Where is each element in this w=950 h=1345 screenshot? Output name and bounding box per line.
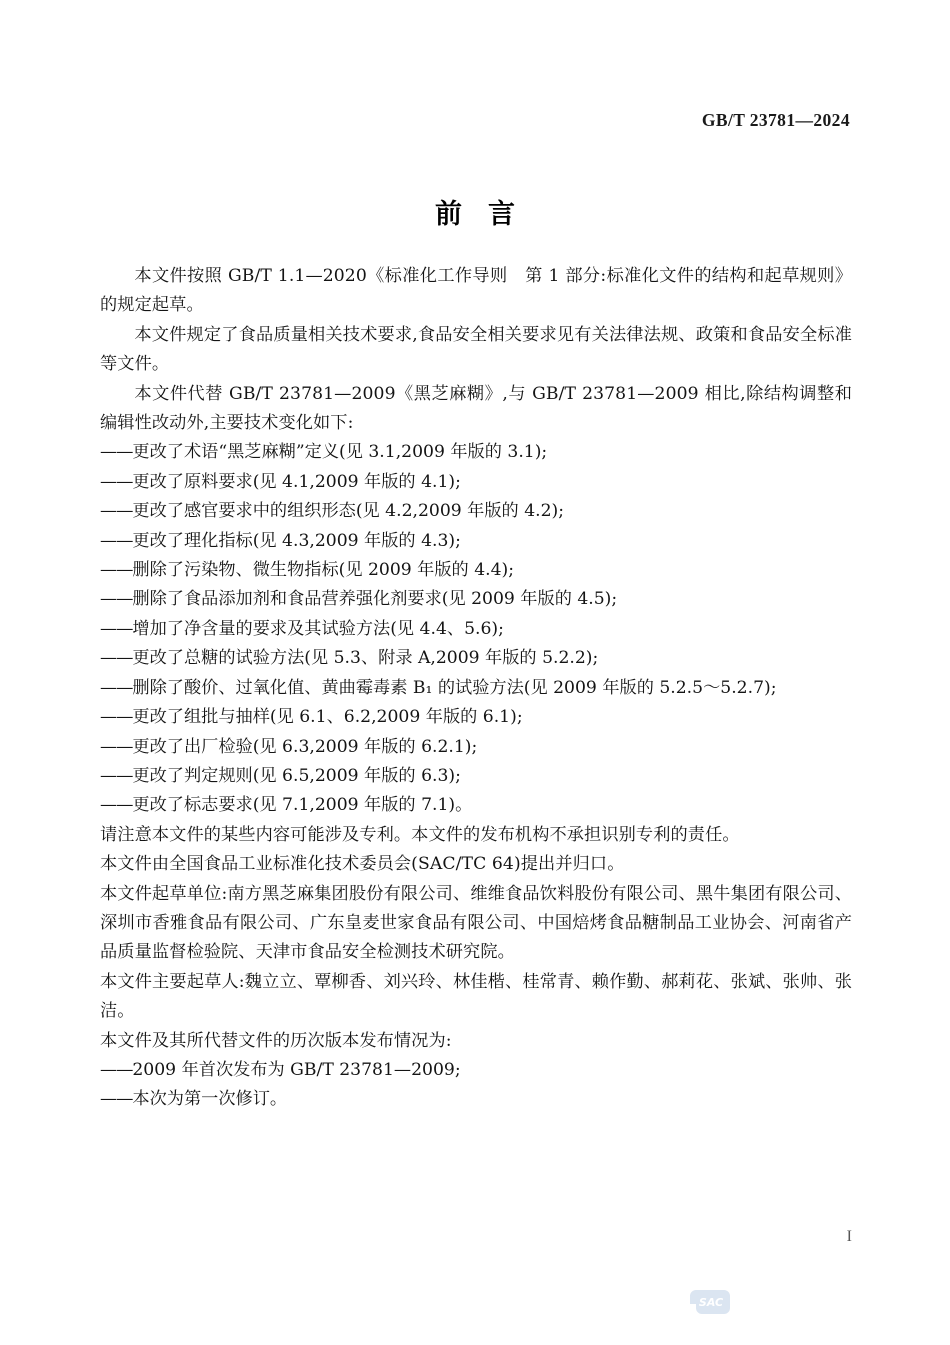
list-marker: ——: [100, 1089, 133, 1110]
standard-number: GB/T 23781—2024: [701, 110, 850, 130]
foreword-paragraph-drafting-rule: 本文件按照 GB/T 1.1—2020《标准化工作导则 第 1 部分:标准化文件的结构和起草规则》的规定起草。: [100, 266, 852, 316]
list-item-text: 更改了术语“黑芝麻糊”定义(见 3.1,2009 年版的 3.1);: [132, 442, 548, 463]
list-item: [100, 644, 852, 673]
technical-changes-list: [100, 438, 852, 820]
list-item-text: 更改了总糖的试验方法(见 5.3、附录 A,2009 年版的 5.2.2);: [132, 648, 599, 669]
list-marker: ——: [100, 501, 133, 522]
list-marker: ——: [100, 648, 133, 669]
list-item-text: 更改了理化指标(见 4.3,2009 年版的 4.3);: [132, 530, 461, 551]
svg-text:SAC: SAC: [698, 1296, 724, 1309]
list-item-text: 删除了食品添加剂和食品营养强化剂要求(见 2009 年版的 4.5);: [132, 589, 618, 610]
list-item: [100, 674, 852, 703]
sac-logo: [688, 1288, 732, 1316]
version-history-list: [100, 1056, 852, 1115]
list-marker: ——: [100, 707, 133, 728]
list-item-text: 删除了酸价、过氧化值、黄曲霉毒素 B₁ 的试验方法(见 2009 年版的 5.2.5～5.2.7);: [132, 677, 777, 698]
list-item: [100, 703, 852, 732]
list-marker: ——: [100, 765, 133, 786]
list-item-text: 更改了感官要求中的组织形态(见 4.2,2009 年版的 4.2);: [132, 501, 565, 522]
foreword-paragraph-replaces: 本文件代替 GB/T 23781—2009《黑芝麻糊》,与 GB/T 23781—2009 相比,除结构调整和编辑性改动外,主要技术变化如下:: [100, 383, 852, 434]
list-marker: ——: [100, 530, 133, 551]
drafters: 本文件主要起草人:魏立立、覃柳香、刘兴玲、林佳楷、桂常青、赖作勤、郝莉花、张斌、张帅、张洁。: [100, 971, 852, 1022]
list-item-text: 更改了组批与抽样(见 6.1、6.2,2009 年版的 6.1);: [132, 707, 523, 728]
list-item: [100, 1085, 852, 1114]
list-marker: ——: [100, 471, 133, 492]
list-item-text: 2009 年首次发布为 GB/T 23781—2009;: [132, 1059, 461, 1080]
list-item: [100, 585, 852, 614]
list-item: [100, 527, 852, 556]
list-marker: ——: [100, 442, 133, 463]
patent-notice: 请注意本文件的某些内容可能涉及专利。本文件的发布机构不承担识别专利的责任。: [100, 824, 740, 845]
list-marker: ——: [100, 677, 133, 698]
list-marker: ——: [100, 1059, 133, 1080]
list-item-text: 更改了出厂检验(见 6.3,2009 年版的 6.2.1);: [132, 736, 478, 757]
list-item: [100, 615, 852, 644]
list-item: [100, 733, 852, 762]
list-item-text: 更改了判定规则(见 6.5,2009 年版的 6.3);: [132, 765, 461, 786]
list-item: [100, 791, 852, 820]
list-item: [100, 762, 852, 791]
version-history-intro: 本文件及其所代替文件的历次版本发布情况为:: [100, 1030, 452, 1051]
page-number: I: [846, 1228, 852, 1245]
list-item-text: 更改了标志要求(见 7.1,2009 年版的 7.1)。: [132, 795, 473, 816]
list-marker: ——: [100, 795, 133, 816]
list-item: [100, 438, 852, 467]
list-marker: ——: [100, 589, 133, 610]
list-item: [100, 497, 852, 526]
foreword-body: [100, 262, 852, 1115]
list-item: [100, 1056, 852, 1085]
drafting-units: 本文件起草单位:南方黑芝麻集团股份有限公司、维维食品饮料股份有限公司、黑牛集团有限公司、深圳市香雅食品有限公司、广东皇麦世家食品有限公司、中国焙烤食品糖制品工业协会、河南省产品质量监督检验院、天津市食品安全检测技术研究院。: [100, 883, 852, 963]
list-item-text: 增加了净含量的要求及其试验方法(见 4.4、5.6);: [132, 618, 504, 639]
list-item-text: 本次为第一次修订。: [132, 1089, 288, 1110]
list-marker: ——: [100, 736, 133, 757]
list-item: [100, 556, 852, 585]
running-header: [100, 110, 850, 131]
proposing-committee: 本文件由全国食品工业标准化技术委员会(SAC/TC 64)提出并归口。: [100, 854, 625, 875]
list-item-text: 删除了污染物、微生物指标(见 2009 年版的 4.4);: [132, 560, 515, 581]
list-marker: ——: [100, 560, 133, 581]
list-marker: ——: [100, 618, 133, 639]
list-item: [100, 468, 852, 497]
page-title: 前言: [435, 199, 541, 230]
list-item-text: 更改了原料要求(见 4.1,2009 年版的 4.1);: [132, 471, 461, 492]
foreword-paragraph-scope: 本文件规定了食品质量相关技术要求,食品安全相关要求见有关法律法规、政策和食品安全标准等文件。: [100, 324, 852, 375]
